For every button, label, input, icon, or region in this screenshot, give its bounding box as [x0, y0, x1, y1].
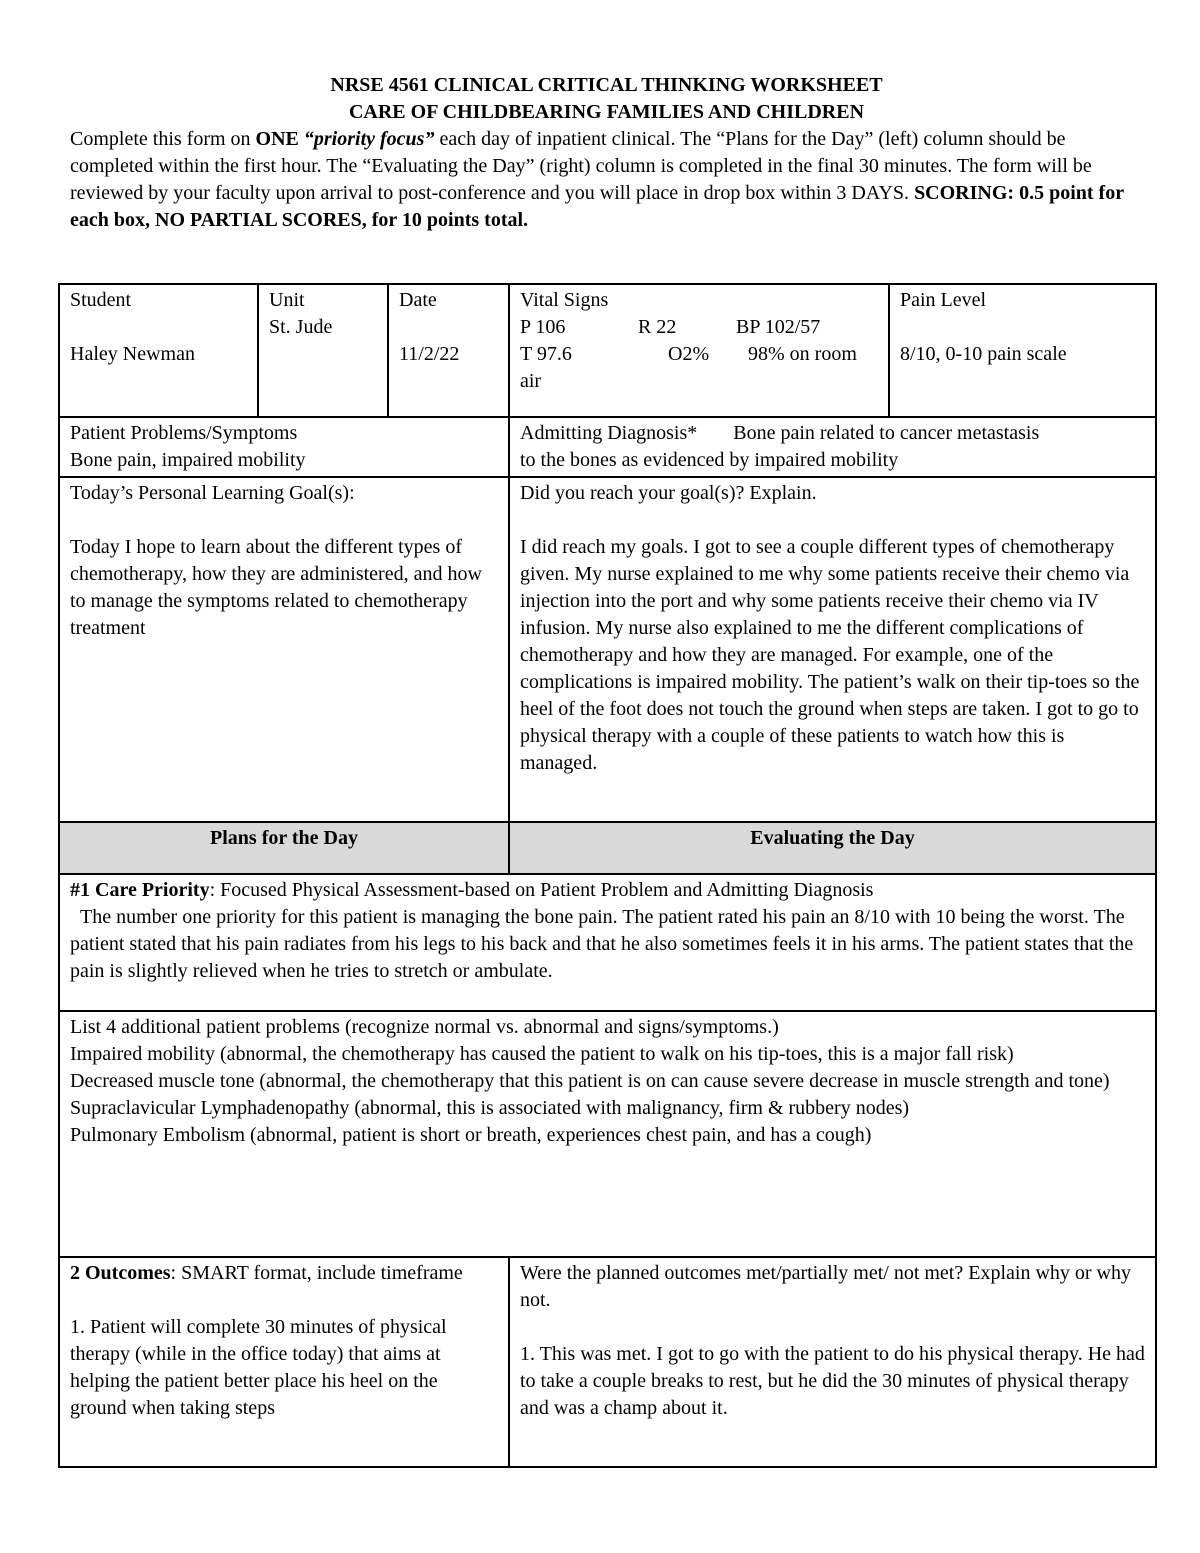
vitals-row-2 [520, 341, 878, 368]
additional-problem-item: Decreased muscle tone (abnormal, the chemotherapy that this patient is on can cause severe decrease in muscle strength and tone) [70, 1070, 1110, 1092]
pain-value: 8/10, 0-10 pain scale [900, 343, 1067, 365]
vitals-row-1 [520, 314, 878, 341]
intro-scoring: SCORING: 0.5 point for each box, NO PARTIAL SCORES, for 10 points total. [70, 182, 1124, 231]
care-priority-cell [59, 874, 1156, 1011]
unit-value: St. Jude [269, 316, 333, 338]
additional-problem-item: Impaired mobility (abnormal, the chemotherapy has caused the patient to walk on his tip-toes, this is a major fall risk) [70, 1043, 1014, 1065]
outcomes-label: 2 Outcomes [70, 1262, 171, 1284]
outcomes-met-label: Were the planned outcomes met/partially met/ not met? Explain why or why not. [520, 1262, 1131, 1311]
admitting-diagnosis-cell [509, 417, 1156, 477]
date-label: Date [399, 289, 437, 311]
intro-priority-focus: “priority focus” [303, 128, 435, 150]
outcomes-desc: : SMART format, include timeframe [170, 1262, 463, 1284]
admitting-diagnosis-line1: Bone pain related to cancer metastasis [733, 422, 1040, 444]
instructions-paragraph [70, 126, 1151, 234]
worksheet-title: NRSE 4561 CLINICAL CRITICAL THINKING WORKSHEET [330, 74, 883, 96]
pain-label: Pain Level [900, 289, 987, 311]
admitting-diagnosis-label: Admitting Diagnosis* [520, 422, 698, 444]
vital-pulse: P 106 [520, 316, 566, 338]
outcomes-met-item-1: 1. This was met. I got to go with the patient to do his physical therapy. He had to take a couple breaks to rest, but he did the 30 minutes of physical therapy and was a champ about it. [520, 1343, 1145, 1419]
learning-goal-cell [59, 477, 509, 822]
additional-problems-cell [59, 1011, 1156, 1257]
care-priority-desc: : Focused Physical Assessment-based on Patient Problem and Admitting Diagnosis [209, 879, 874, 901]
learning-goal-text: Today I hope to learn about the different types of chemotherapy, how they are administered, and how to manage the symptoms related to chemotherapy treatment [70, 536, 482, 639]
worksheet-subtitle: CARE OF CHILDBEARING FAMILIES AND CHILDREN [348, 101, 865, 123]
student-name: Haley Newman [70, 343, 195, 365]
learning-goal-label: Today’s Personal Learning Goal(s): [70, 482, 355, 504]
intro-text-1: Complete this form on [70, 128, 256, 150]
outcome-item-1: 1. Patient will complete 30 minutes of physical therapy (while in the office today) that aims at helping the patient better place his heel on the ground when taking steps [70, 1316, 447, 1419]
unit-cell [258, 284, 388, 417]
vital-o2-label: O2% [668, 343, 710, 365]
outcomes-met-cell [509, 1257, 1156, 1467]
additional-problems-label: List 4 additional patient problems (recognize normal vs. abnormal and signs/symptoms.) [70, 1016, 779, 1038]
care-priority-label: #1 Care Priority [70, 879, 210, 901]
intro-bold-one: ONE [255, 128, 304, 150]
admitting-diagnosis-line2: to the bones as evidenced by impaired mobility [520, 449, 899, 471]
patient-problems-value: Bone pain, impaired mobility [70, 449, 306, 471]
date-cell [388, 284, 509, 417]
vital-bp: BP 102/57 [736, 316, 821, 338]
care-priority-text: The number one priority for this patient is managing the bone pain. The patient rated his pain an 8/10 with 10 being the worst. The patient stated that his pain radiates from his legs to his back and that he also sometimes feels it in his arms. The patient states that the pain is slightly relieved when he tries to stretch or ambulate. [70, 906, 1134, 982]
evaluating-the-day-header: Evaluating the Day [509, 822, 1156, 874]
patient-problems-cell [59, 417, 509, 477]
additional-problem-item: Pulmonary Embolism (abnormal, patient is short or breath, experiences chest pain, and has a cough) [70, 1124, 872, 1146]
date-value: 11/2/22 [399, 343, 460, 365]
pain-level-cell [889, 284, 1156, 417]
goal-reached-text: I did reach my goals. I got to see a couple different types of chemotherapy given. My nurse explained to me why some patients receive their chemo via injection into the port and why some patients receive their chemo via IV infusion. My nurse also explained to me the different complications of chemotherapy and how they are managed. For example, one of the complications is impaired mobility. The patient’s walk on their tip-toes so the heel of the foot does not touch the ground when steps are taken. I got to go to physical therapy with a couple of these patients to watch how this is managed. [520, 536, 1140, 774]
vital-temp: T 97.6 [520, 343, 572, 365]
outcomes-cell [59, 1257, 509, 1467]
vital-signs-cell [509, 284, 889, 417]
plans-for-the-day-header: Plans for the Day [59, 822, 509, 874]
unit-label: Unit [269, 289, 305, 311]
vital-signs-label: Vital Signs [520, 289, 609, 311]
vital-o2-air: air [520, 370, 542, 392]
student-cell [59, 284, 258, 417]
patient-problems-label: Patient Problems/Symptoms [70, 422, 298, 444]
additional-problem-item: Supraclavicular Lymphadenopathy (abnormal, this is associated with malignancy, firm & rubbery nodes) [70, 1097, 910, 1119]
intro-text-2: each day of inpatient clinical. The “Plans for the Day” (left) column should be completed within the first hour. The “Evaluating the Day” (right) column is completed in the final 30 minutes. The form will be reviewed by your faculty upon arrival to post-conference and you will place in drop box within 3 DAYS. [70, 128, 1092, 204]
goal-reached-cell [509, 477, 1156, 822]
vital-resp: R 22 [638, 316, 677, 338]
vital-o2-value: 98% on room [748, 343, 857, 365]
worksheet-table [58, 283, 1157, 1468]
worksheet-page [58, 0, 1155, 1419]
goal-reached-label: Did you reach your goal(s)? Explain. [520, 482, 817, 504]
student-label: Student [70, 289, 132, 311]
